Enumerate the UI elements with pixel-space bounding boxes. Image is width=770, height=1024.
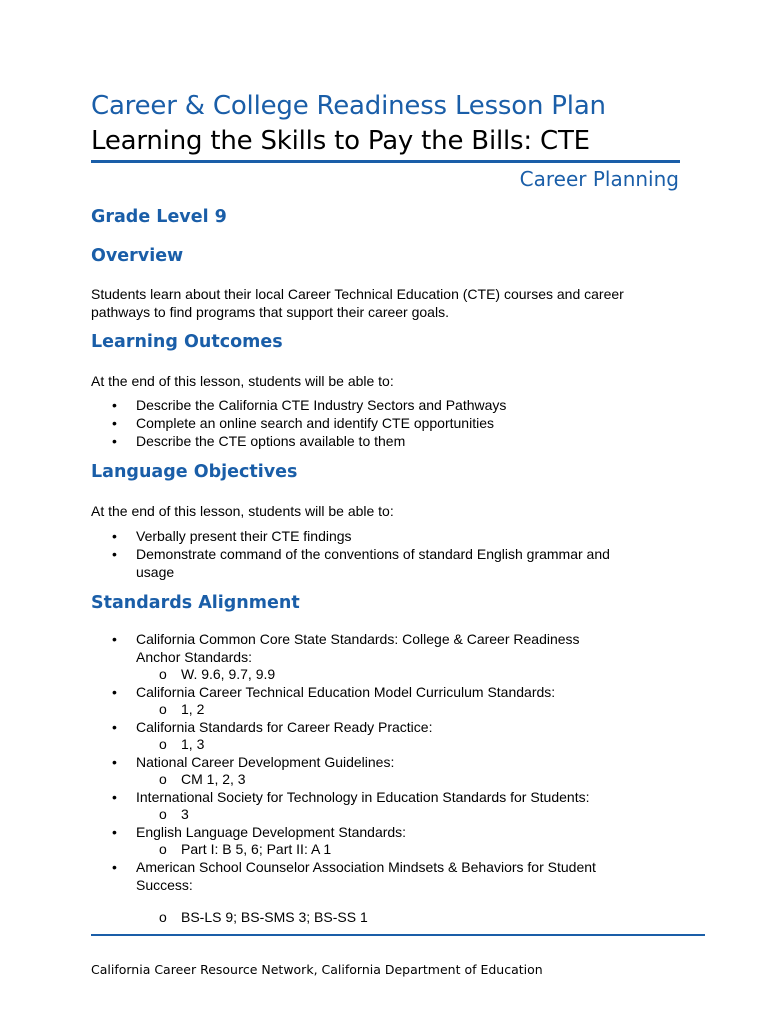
list-item (0, 858, 666, 926)
standard-detail (136, 701, 666, 718)
lesson-plan-title: Career & College Readiness Lesson Plan (91, 91, 606, 121)
title-divider (91, 160, 680, 163)
sub-bullet-marker: o (159, 736, 167, 752)
learning-outcomes-heading: Learning Outcomes (91, 332, 283, 352)
standard-name: • California Standards for Career Ready Practice: (136, 719, 433, 735)
sub-bullet-marker: o (159, 841, 167, 857)
standard-detail (136, 771, 666, 788)
list-item (0, 545, 666, 581)
standard-name: • American School Counselor Association Mindsets & Behaviors for Student (136, 859, 596, 875)
standard-name: Success: (136, 877, 193, 893)
language-objectives-heading: Language Objectives (91, 462, 298, 482)
standards-alignment-heading: Standards Alignment (91, 593, 300, 613)
sub-bullet-marker: o (159, 909, 167, 925)
list-item (0, 630, 666, 683)
standard-detail-text: BS-LS 9; BS-SMS 3; BS-SS 1 (181, 909, 368, 925)
standard-name: • California Career Technical Education Model Curriculum Standards: (136, 684, 556, 700)
list-item: • Verbally present their CTE findings (0, 527, 666, 545)
standard-name: • National Career Development Guidelines: (136, 754, 395, 770)
standards-list (0, 630, 666, 926)
overview-line: pathways to find programs that support their career goals. (91, 304, 449, 320)
language-objectives-intro: At the end of this lesson, students will be able to: (91, 503, 394, 519)
list-item (0, 753, 666, 788)
list-item: • Complete an online search and identify CTE opportunities (0, 414, 666, 432)
standard-name: • International Society for Technology in Education Standards for Students: (136, 789, 590, 805)
list-item-line: • Demonstrate command of the conventions of standard English grammar and (136, 546, 610, 562)
standard-name: Anchor Standards: (136, 649, 252, 665)
list-item (0, 718, 666, 753)
overview-line: Students learn about their local Career Technical Education (CTE) courses and career (91, 286, 624, 302)
overview-heading: Overview (91, 246, 184, 266)
list-item (0, 823, 666, 858)
standard-detail (136, 736, 666, 753)
standard-detail (136, 806, 666, 823)
list-item: • Describe the California CTE Industry Sectors and Pathways (0, 396, 666, 414)
standard-detail (136, 666, 666, 683)
sub-bullet-marker: o (159, 701, 167, 717)
standard-detail-text: W. 9.6, 9.7, 9.9 (181, 666, 276, 682)
footer-divider (91, 934, 705, 936)
language-objectives-list (0, 527, 666, 581)
list-item-line: usage (136, 564, 175, 580)
list-item (0, 683, 666, 718)
learning-outcomes-list (0, 396, 666, 450)
list-item: • Describe the CTE options available to them (0, 432, 666, 450)
grade-level-heading: Grade Level 9 (91, 207, 227, 227)
lesson-subtitle: Career Planning (519, 167, 679, 191)
standard-detail-text: 1, 2 (181, 701, 205, 717)
overview-text (91, 285, 691, 321)
learning-outcomes-intro: At the end of this lesson, students will be able to: (91, 373, 394, 389)
standard-detail (136, 909, 666, 926)
standard-detail-text: CM 1, 2, 3 (181, 771, 246, 787)
page-footer: California Career Resource Network, California Department of Education (91, 962, 543, 977)
standard-detail-text: Part I: B 5, 6; Part II: A 1 (181, 841, 332, 857)
list-item (0, 788, 666, 823)
sub-bullet-marker: o (159, 771, 167, 787)
sub-bullet-marker: o (159, 666, 167, 682)
standard-detail (136, 841, 666, 858)
standard-name: • California Common Core State Standards: College & Career Readiness (136, 631, 580, 647)
lesson-title: Learning the Skills to Pay the Bills: CTE (91, 126, 590, 156)
standard-name: • English Language Development Standards: (136, 824, 407, 840)
sub-bullet-marker: o (159, 806, 167, 822)
standard-detail-text: 3 (181, 806, 189, 822)
standard-detail-text: 1, 3 (181, 736, 205, 752)
